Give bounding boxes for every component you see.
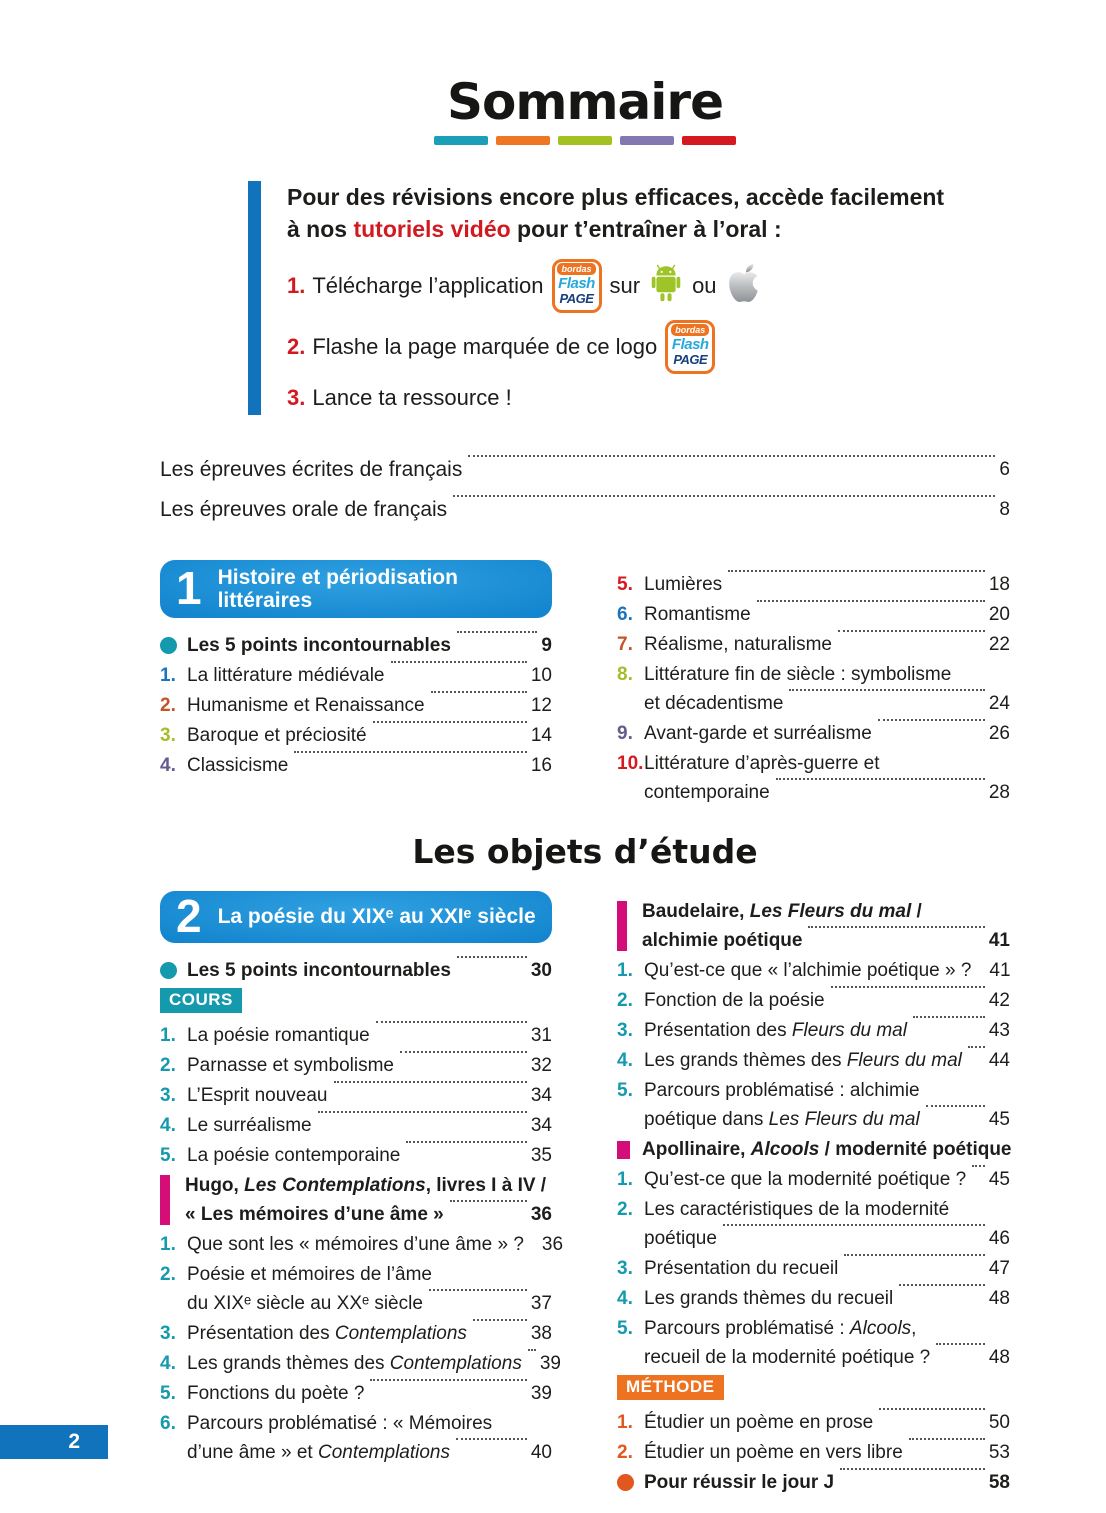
entry-text: / <box>911 900 922 922</box>
entry-number: 4. <box>160 1114 176 1136</box>
toc-entry <box>617 1135 1010 1164</box>
page-number: 20 <box>988 603 1010 625</box>
dotted-leader <box>400 1051 527 1053</box>
entry-text: Les 5 points incontournables <box>187 634 451 656</box>
entry-text: , <box>911 1317 917 1339</box>
entry-number: 4. <box>617 1049 633 1071</box>
entry-text: Qu’est-ce que « l’alchimie poétique » ? <box>644 959 972 981</box>
entry-number: 7. <box>617 633 633 655</box>
entry-text: contemporaine <box>644 781 770 803</box>
entry-text: Les grands thèmes du recueil <box>644 1287 894 1309</box>
section-badge <box>160 988 552 1013</box>
dotted-leader <box>429 1289 527 1291</box>
entry-text: Fonctions du poète ? <box>187 1382 365 1404</box>
section-2-header <box>160 891 552 943</box>
flashpage-logo <box>552 259 602 313</box>
entry-text: Réalisme, naturalisme <box>644 633 832 655</box>
entry-number: 4. <box>160 1352 176 1374</box>
entry-bar-marker <box>160 1175 170 1225</box>
entry-text: Les Contemplations <box>244 1174 426 1196</box>
toc-entry <box>160 631 552 660</box>
toc-entry <box>160 1230 564 1259</box>
entry-text: Poésie et mémoires de l’âme <box>187 1263 432 1285</box>
section-2-number: 2 <box>176 889 202 942</box>
entry-text: Classicisme <box>187 754 289 776</box>
section-1-header <box>160 560 552 618</box>
intro-steps <box>287 259 987 415</box>
dotted-leader <box>972 1165 985 1167</box>
entry-number: 1. <box>617 1168 633 1190</box>
entry-text: Présentation des <box>644 1019 792 1041</box>
toc-entry <box>160 1081 552 1110</box>
toc-entry <box>617 630 1010 659</box>
entry-number: 5. <box>160 1144 176 1166</box>
color-bar <box>558 136 612 145</box>
toc-entry <box>617 1438 1010 1467</box>
entry-number: 6. <box>160 1412 176 1434</box>
section-2 <box>160 891 1010 1498</box>
page-number: 36 <box>541 1233 564 1255</box>
page-number: 22 <box>988 633 1010 655</box>
step-1-after-text: ou <box>692 272 717 298</box>
page-number: 37 <box>530 1292 552 1314</box>
toc-entry <box>617 1284 1010 1313</box>
step-2 <box>287 320 987 374</box>
entry-number: 6. <box>617 603 633 625</box>
page-number: 47 <box>988 1257 1010 1279</box>
tutorials-highlight: tutoriels vidéo <box>353 215 511 242</box>
page-title: Sommaire <box>446 73 723 131</box>
entry-text: Présentation des <box>187 1322 335 1344</box>
toc-entry <box>160 1021 552 1050</box>
section-1-title: Histoire et périodisation littéraires <box>217 565 458 612</box>
entry-number: 2. <box>160 1054 176 1076</box>
dotted-leader <box>391 661 527 663</box>
entry-number: 3. <box>160 724 176 746</box>
entry-text: Fleurs du mal <box>846 1049 962 1071</box>
toc-entry <box>160 1379 552 1408</box>
page-number: 44 <box>988 1049 1010 1071</box>
entry-text: alchimie poétique <box>642 929 803 951</box>
apple-icon <box>725 261 763 311</box>
entry-number: 2. <box>160 1263 176 1285</box>
entry-text: Étudier un poème en vers libre <box>644 1441 903 1463</box>
section-1-left-list <box>160 631 552 780</box>
page-number: 34 <box>530 1114 552 1136</box>
dotted-leader <box>370 1379 526 1381</box>
entry-number: 1. <box>160 664 176 686</box>
page-number: 31 <box>530 1024 552 1046</box>
entry-text: Alcools <box>849 1317 912 1339</box>
page-number: 16 <box>530 754 552 776</box>
step-3-text: Lance ta ressource ! <box>312 384 512 410</box>
dotted-leader <box>406 1141 526 1143</box>
entry-text: Fonction de la poésie <box>644 989 825 1011</box>
entry-text: Pour réussir le jour J <box>644 1471 835 1493</box>
entry-number: 1. <box>160 1233 176 1255</box>
section-1 <box>160 560 1010 808</box>
entry-text: Lumières <box>644 573 723 595</box>
entry-number: 1. <box>617 1411 633 1433</box>
dotted-leader <box>838 630 985 632</box>
entry-text: Contemplations <box>334 1322 467 1344</box>
page-number: 46 <box>988 1227 1010 1249</box>
page-number: 43 <box>988 1019 1010 1041</box>
page-number: 9 <box>541 634 552 656</box>
flashpage-flash-label: Flash <box>558 274 595 292</box>
entry-dot-marker <box>160 962 177 979</box>
dotted-leader <box>831 986 985 988</box>
dotted-leader <box>879 1408 985 1410</box>
toc-entry <box>160 956 552 985</box>
entry-text: Les épreuves orale de français <box>160 497 448 521</box>
section-1-left-column <box>160 560 552 808</box>
intro-line-2 <box>287 213 987 245</box>
entry-number: 4. <box>160 754 176 776</box>
toc-entry <box>160 721 552 750</box>
entry-text: Parcours problématisé : « Mémoires <box>187 1412 493 1434</box>
entry-text: Le surréalisme <box>187 1114 312 1136</box>
dotted-leader <box>431 691 527 693</box>
page-number: 28 <box>988 781 1010 803</box>
toc-entry <box>617 570 1010 599</box>
android-icon <box>648 263 684 309</box>
toc-entry <box>617 1254 1010 1283</box>
dotted-leader <box>334 1081 527 1083</box>
dotted-leader <box>473 1319 527 1321</box>
page-number: 34 <box>530 1084 552 1106</box>
toc-entry <box>617 1195 1010 1253</box>
toc-entry <box>617 1408 1010 1437</box>
badge-label: MÉTHODE <box>617 1375 724 1400</box>
section-1-right-list <box>617 560 1010 808</box>
footer-page-number: 2 <box>68 1430 80 1453</box>
entry-square-marker <box>617 1141 630 1159</box>
entry-text: Parcours problématisé : alchimie <box>644 1079 920 1101</box>
dotted-leader <box>936 1343 985 1345</box>
top-entries <box>160 455 1010 524</box>
dotted-leader <box>528 1349 536 1351</box>
entry-number: 3. <box>160 1084 176 1106</box>
dotted-leader <box>376 1021 527 1023</box>
dotted-leader <box>457 631 538 633</box>
dotted-leader <box>844 1254 985 1256</box>
dotted-leader <box>899 1284 985 1286</box>
page-number: 39 <box>530 1382 552 1404</box>
intro-box <box>248 181 987 415</box>
entry-number: 5. <box>617 1317 633 1339</box>
page-number: 45 <box>988 1108 1010 1130</box>
entry-number: 4. <box>617 1287 633 1309</box>
toc-entry <box>160 1319 552 1348</box>
entry-number: 2. <box>160 694 176 716</box>
entry-text: Les Fleurs du mal <box>749 900 912 922</box>
badge-label: COURS <box>160 988 242 1013</box>
flashpage-page-label: PAGE <box>559 290 594 306</box>
step-1-text: Télécharge l’application <box>312 272 544 298</box>
entry-number: 1. <box>160 1024 176 1046</box>
dotted-leader <box>968 1046 985 1048</box>
toc-entry <box>617 1076 1010 1134</box>
entry-text: Les grands thèmes des <box>644 1049 847 1071</box>
entry-text: Les grands thèmes des <box>187 1352 390 1374</box>
section-1-number: 1 <box>176 561 202 614</box>
page-number: 50 <box>988 1411 1010 1433</box>
toc-entry <box>617 1165 1010 1194</box>
toc-entry <box>160 1111 552 1140</box>
entry-text: et décadentisme <box>644 692 784 714</box>
entry-text: Les 5 points incontournables <box>187 959 451 981</box>
entry-text: Hugo, <box>185 1174 245 1196</box>
entry-text: poétique <box>644 1227 717 1249</box>
dotted-leader <box>456 1438 527 1440</box>
entry-number: 5. <box>617 1079 633 1101</box>
entry-text: Les épreuves écrites de français <box>160 457 463 481</box>
intro-line-2-post: pour t’entraîner à l’oral : <box>510 215 782 242</box>
entry-text: Contemplations <box>317 1441 451 1463</box>
dotted-leader <box>789 689 984 691</box>
step-2-text: Flashe la page marquée de ce logo <box>312 333 658 359</box>
flashpage-logo <box>665 320 715 374</box>
page-number: 35 <box>530 1144 552 1166</box>
toc-entry <box>160 1260 552 1318</box>
section-2-right-list <box>617 891 1010 1498</box>
dotted-leader <box>757 600 985 602</box>
entry-dot-marker <box>617 1474 634 1491</box>
footer-page-band <box>0 1425 108 1459</box>
flashpage-flash-label: Flash <box>671 335 709 353</box>
entry-text: du XIXᵉ siècle au XXᵉ siècle <box>187 1292 423 1314</box>
step-1-number: 1. <box>287 272 306 298</box>
page-number: 41 <box>989 959 1011 981</box>
dotted-leader <box>808 926 984 928</box>
entry-text: Présentation du recueil <box>644 1257 839 1279</box>
entry-number: 2. <box>617 1198 633 1220</box>
dotted-leader <box>450 1200 527 1202</box>
objets-etude-heading: Les objets d’étude <box>412 831 758 871</box>
entry-text: , livres I à IV / <box>425 1174 547 1196</box>
dotted-leader <box>468 455 995 457</box>
page-number: 8 <box>999 498 1010 520</box>
toc-entry <box>160 1051 552 1080</box>
page-number: 48 <box>988 1346 1010 1368</box>
color-bar <box>682 136 736 145</box>
toc-entry <box>617 1046 1010 1075</box>
entry-text: Littérature d’après-guerre et <box>644 752 880 774</box>
dotted-leader <box>909 1438 985 1440</box>
toc-entry <box>160 691 552 720</box>
toc-entry <box>617 1314 1010 1372</box>
section-2-left-list <box>160 956 564 1467</box>
toc-entry <box>617 986 1010 1015</box>
entry-text: Qu’est-ce que la modernité poétique ? <box>644 1168 967 1190</box>
dotted-leader <box>294 751 527 753</box>
toc-entry <box>617 1468 1010 1497</box>
page-number: 45 <box>988 1168 1010 1190</box>
page-number: 58 <box>988 1471 1010 1493</box>
entry-number: 5. <box>617 573 633 595</box>
section-2-title: La poésie du XIXᵉ au XXIᵉ siècle <box>217 905 536 928</box>
entry-number: 3. <box>617 1019 633 1041</box>
page-number: 38 <box>530 1322 552 1344</box>
dotted-leader <box>776 778 985 780</box>
entry-text: La poésie contemporaine <box>187 1144 401 1166</box>
page-number: 48 <box>988 1287 1010 1309</box>
page-number: 42 <box>988 989 1010 1011</box>
intro-line-1: Pour des révisions encore plus efficaces, accède facilement <box>287 183 945 210</box>
step-1-mid-text: sur <box>609 272 641 298</box>
dotted-leader <box>723 1224 985 1226</box>
entry-text: Avant-garde et surréalisme <box>644 722 872 744</box>
entry-number: 2. <box>617 989 633 1011</box>
entry-number: 2. <box>617 1441 633 1463</box>
toc-entry <box>617 956 1010 985</box>
page-number: 6 <box>999 458 1010 480</box>
entry-number: 3. <box>617 1257 633 1279</box>
entry-text: Contemplations <box>389 1352 522 1374</box>
entry-number: 10. <box>617 752 644 774</box>
entry-text: Fleurs du mal <box>791 1019 907 1041</box>
toc-entry <box>160 1171 552 1229</box>
toc-entry <box>617 719 1010 748</box>
entry-text: La poésie romantique <box>187 1024 370 1046</box>
toc-entry <box>160 661 552 690</box>
toc-entry <box>617 600 1010 629</box>
toc-entry <box>617 1016 1010 1045</box>
dotted-leader <box>728 570 985 572</box>
color-bar <box>496 136 550 145</box>
entry-text: L’Esprit nouveau <box>187 1084 328 1106</box>
step-1 <box>287 259 987 313</box>
entry-number: 5. <box>160 1382 176 1404</box>
page-number: 10 <box>530 664 552 686</box>
toc-entry <box>160 1409 552 1467</box>
entry-bar-marker <box>617 901 627 951</box>
dotted-leader <box>318 1111 527 1113</box>
toc-entry <box>160 495 1010 524</box>
flashpage-brand-label: bordas <box>557 263 595 275</box>
entry-text: Étudier un poème en prose <box>644 1411 874 1433</box>
page-number: 40 <box>530 1441 552 1463</box>
flashpage-brand-label: bordas <box>671 324 709 336</box>
page-number: 18 <box>988 573 1010 595</box>
toc-entry <box>160 1349 561 1378</box>
entry-text: d’une âme » et <box>187 1441 318 1463</box>
flashpage-page-label: PAGE <box>673 351 708 367</box>
dotted-leader <box>373 721 527 723</box>
step-2-number: 2. <box>287 333 306 359</box>
toc-entry <box>617 660 1010 718</box>
step-3 <box>287 381 987 415</box>
page-number: 36 <box>530 1203 552 1225</box>
entry-text: Que sont les « mémoires d’une âme » ? <box>187 1233 524 1255</box>
dotted-leader <box>457 956 527 958</box>
page-number: 30 <box>530 959 552 981</box>
entry-text: Humanisme et Renaissance <box>187 694 425 716</box>
entry-number: 8. <box>617 663 633 685</box>
page-number: 14 <box>530 724 552 746</box>
toc-entry <box>160 455 1010 484</box>
page-content <box>160 0 1010 1498</box>
entry-text: poétique dans <box>644 1108 769 1130</box>
entry-text: Alcools <box>750 1138 820 1160</box>
toc-entry <box>160 751 552 780</box>
entry-text: Les caractéristiques de la modernité <box>644 1198 950 1220</box>
color-bar <box>434 136 488 145</box>
entry-text: La littérature médiévale <box>187 664 385 686</box>
entry-text: Les Fleurs du mal <box>768 1108 920 1130</box>
page-number: 12 <box>530 694 552 716</box>
entry-text: / modernité poétique <box>819 1138 1012 1160</box>
entry-number: 3. <box>160 1322 176 1344</box>
dotted-leader <box>878 719 985 721</box>
title-color-bars <box>160 136 1010 145</box>
entry-text: Romantisme <box>644 603 751 625</box>
entry-text: Baroque et préciosité <box>187 724 367 746</box>
entry-text: Apollinaire, <box>642 1138 751 1160</box>
page-number: 26 <box>988 722 1010 744</box>
entry-text: Littérature fin de siècle : symbolisme <box>644 663 952 685</box>
section-2-left-column <box>160 889 564 1498</box>
toc-entry <box>617 749 1010 807</box>
dotted-leader <box>913 1016 985 1018</box>
color-bar <box>620 136 674 145</box>
page-number: 24 <box>988 692 1010 714</box>
page-number: 41 <box>988 929 1010 951</box>
entry-dot-marker <box>160 637 177 654</box>
toc-entry <box>160 1141 552 1170</box>
dotted-leader <box>840 1468 985 1470</box>
entry-text: recueil de la modernité poétique ? <box>644 1346 931 1368</box>
page-number: 39 <box>539 1352 561 1374</box>
section-badge <box>617 1375 1010 1400</box>
entry-text: Baudelaire, <box>642 900 750 922</box>
intro-line-2-pre: à nos <box>287 215 354 242</box>
page-number: 53 <box>988 1441 1010 1463</box>
entry-number: 9. <box>617 722 633 744</box>
entry-text: Parnasse et symbolisme <box>187 1054 394 1076</box>
entry-text: « Les mémoires d’une âme » <box>185 1203 444 1225</box>
page-number: 32 <box>530 1054 552 1076</box>
entry-number: 1. <box>617 959 633 981</box>
toc-entry <box>617 897 1010 955</box>
step-3-number: 3. <box>287 384 306 410</box>
dotted-leader <box>453 495 995 497</box>
dotted-leader <box>926 1105 985 1107</box>
entry-text: Parcours problématisé : <box>644 1317 850 1339</box>
